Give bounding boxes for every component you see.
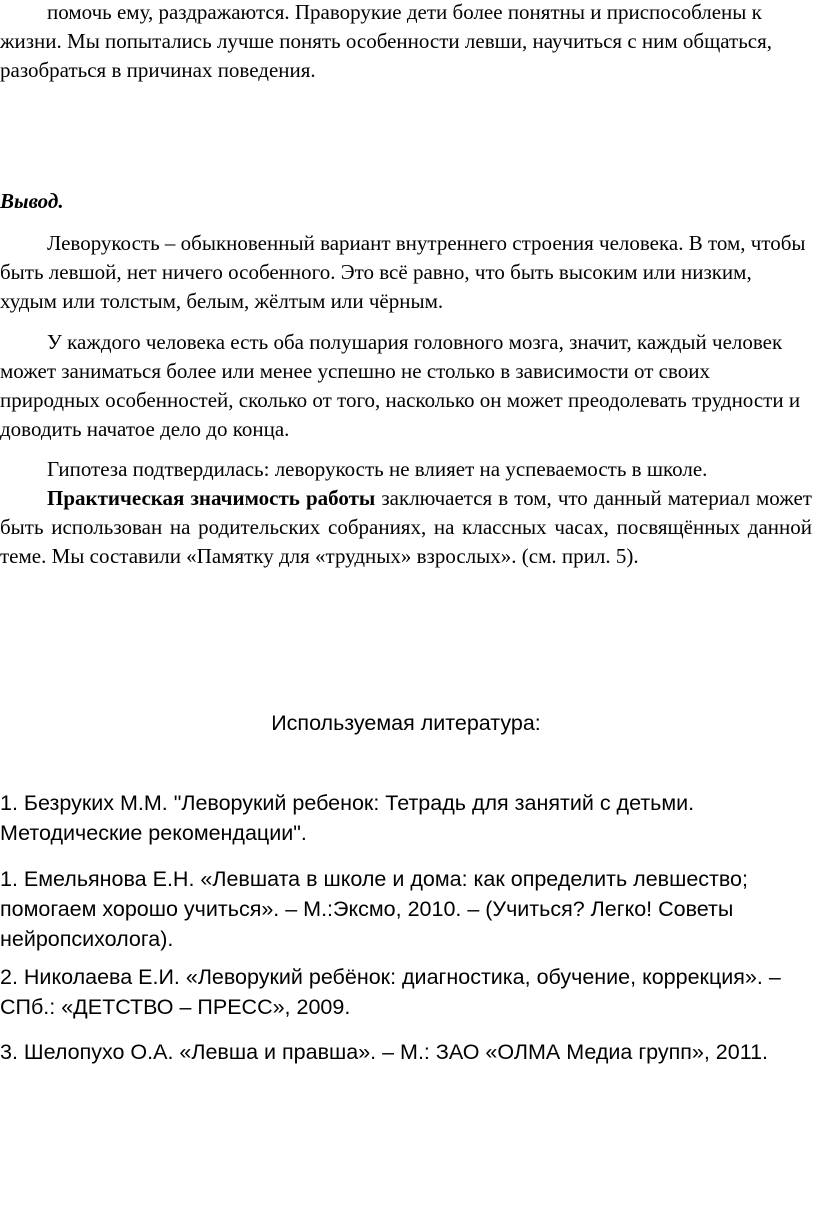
literature-item-3: 2. Николаева Е.И. «Леворукий ребёнок: диагностика, обучение, коррекция». – СПб.: «ДЕТСТВО – ПРЕСС», 2009. (0, 965, 781, 1019)
conclusion-paragraph-1: Леворукость – обыкновенный вариант внутреннего строения человека. В том, чтобы быть левшой, нет ничего особенного. Это всё равно, что быть высоким или низким, худым или толстым, белым, жёлтым или чёрным. (0, 231, 806, 313)
intro-paragraph: помочь ему, раздражаются. Праворукие дети более понятны и приспособлены к жизни. Мы попытались лучше понять особенности левши, научиться с ним общаться, разобраться в причинах поведения. (0, 0, 773, 82)
practical-significance-text: заключается в том, что данный материал может быть использован на родительских собраниях, на классных часах, посвящённых данной теме. Мы составили «Памятку для «трудных» взрослых». (см. прил. 5). (0, 486, 812, 568)
literature-title: Используемая литература: (271, 711, 541, 735)
practical-significance-label: Практическая значимость работы (47, 486, 376, 510)
literature-item-2: 1. Емельянова Е.Н. «Левшата в школе и дома: как определить левшество; помогаем хорошо учиться». – М.:Эксмо, 2010. – (Учиться? Легко! Советы нейропсихолога). (0, 867, 748, 951)
literature-item-1: 1. Безруких М.М. "Леворукий ребенок: Тетрадь для занятий с детьми. Методические рекомендации". (0, 791, 695, 845)
conclusion-heading: Вывод. (0, 189, 64, 213)
conclusion-paragraph-3: Гипотеза подтвердилась: леворукость не влияет на успеваемость в школе. (47, 457, 708, 481)
conclusion-paragraph-2: У каждого человека есть оба полушария головного мозга, значит, каждый человек может заниматься более или менее успешно не столько в зависимости от своих природных особенностей, сколько от того, насколько он может преодолевать трудности и доводить начатое дело до конца. (0, 330, 801, 441)
literature-item-4: 3. Шелопухо О.А. «Левша и правша». – М.: ЗАО «ОЛМА Медиа групп», 2011. (0, 1040, 769, 1064)
practical-significance-paragraph (0, 484, 812, 571)
